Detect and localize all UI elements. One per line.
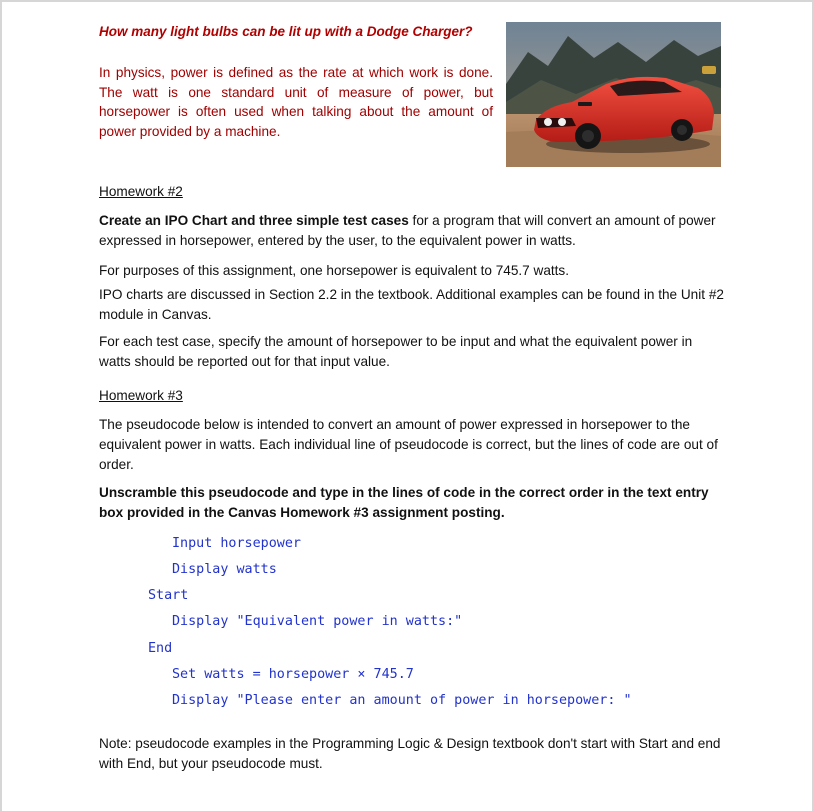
- homework-2-paragraph-1: [99, 211, 724, 251]
- code-line: Display "Equivalent power in watts:": [172, 614, 463, 629]
- code-line: Start: [148, 588, 189, 603]
- homework-3-task-bold: Unscramble this pseudocode and type in the lines of code in the correct order in the text entry box provided in the Canvas Homework #3 assignment posting.: [99, 485, 709, 521]
- code-line: Set watts = horsepower × 745.7: [172, 667, 414, 682]
- dodge-challenger-photo: [506, 22, 721, 167]
- homework-3-paragraph-1: The pseudocode below is intended to convert an amount of power expressed in horsepower to the equivalent power in watts. Each individual line of pseudocode is correct, but the lines of code are out of order.: [99, 417, 718, 473]
- homework-2-paragraph-2: For purposes of this assignment, one horsepower is equivalent to 745.7 watts.: [99, 263, 569, 278]
- code-line: Input horsepower: [172, 536, 301, 551]
- homework-2-task-bold: Create an IPO Chart and three simple test cases: [99, 213, 409, 228]
- intro-paragraph: [99, 63, 493, 141]
- homework-2-paragraph-4: For each test case, specify the amount of horsepower to be input and what the equivalent power in watts should be reported out for that input value.: [99, 334, 693, 370]
- page-border-top: [0, 0, 814, 2]
- code-line: Display "Please enter an amount of power in horsepower: ": [172, 693, 632, 708]
- homework-3-note: Note: pseudocode examples in the Programming Logic & Design textbook don't start with Start and end with End, but your pseudocode must.: [99, 736, 721, 772]
- code-line: End: [148, 641, 173, 656]
- page-title: How many light bulbs can be lit up with a Dodge Charger?: [99, 24, 473, 39]
- intro-line: The watt is one standard unit of measure of power, but: [99, 84, 493, 100]
- homework-3-heading: Homework #3: [99, 388, 183, 403]
- homework-2-heading: Homework #2: [99, 184, 183, 199]
- homework-2-paragraph-3: IPO charts are discussed in Section 2.2 in the textbook. Additional examples can be found in the Unit #2 module in Canvas.: [99, 287, 724, 323]
- page-border-left: [0, 0, 2, 811]
- intro-line: power provided by a machine.: [99, 123, 281, 139]
- intro-line: horsepower is often used when talking about the amount of: [99, 104, 493, 120]
- code-line: Display watts: [172, 562, 277, 577]
- homework-3-paragraph-2: [99, 483, 724, 523]
- intro-line: In physics, power is defined as the rate at which work is done.: [99, 65, 493, 80]
- homework-2-task-rest: for a program that will convert an amount of power expressed in horsepower, entered by the user, to the equivalent power in watts.: [99, 213, 716, 249]
